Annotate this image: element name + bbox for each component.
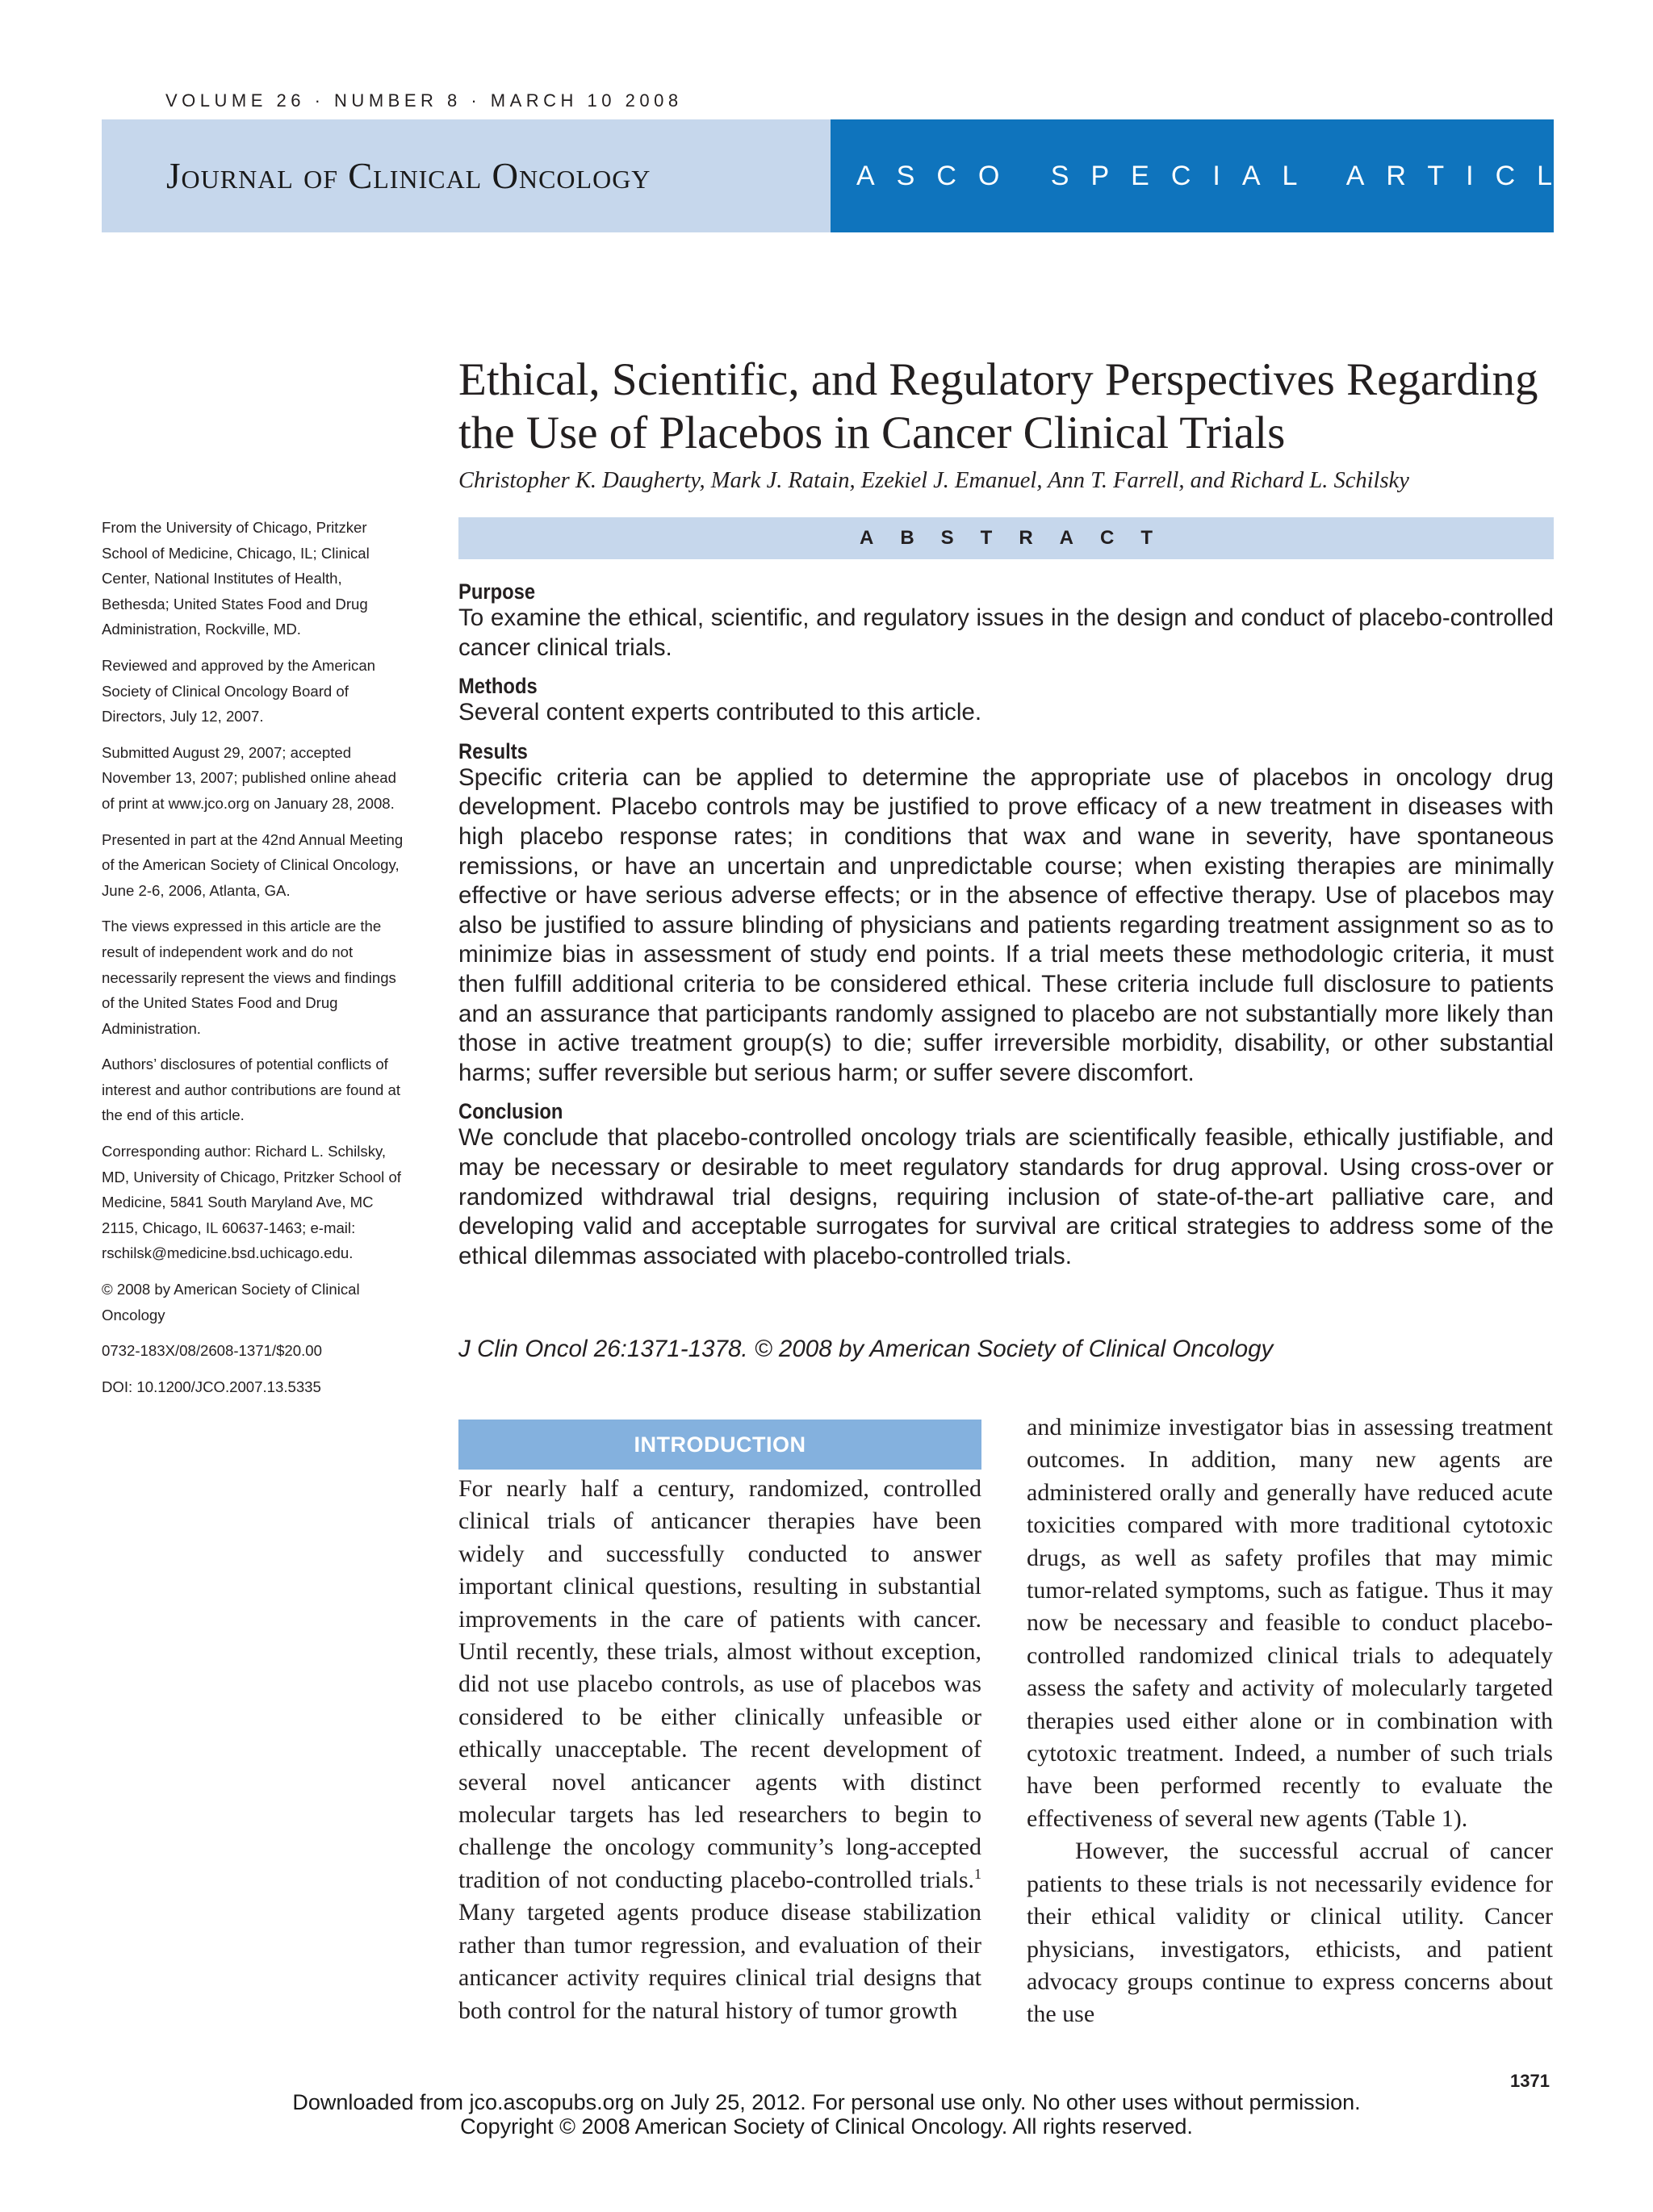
author-list: Christopher K. Daugherty, Mark J. Ratain, Ezekiel J. Emanuel, Ann T. Farrell, and Richard L. Schilsky xyxy=(458,468,1409,493)
doi-note: DOI: 10.1200/JCO.2007.13.5335 xyxy=(102,1378,321,1395)
journal-title: Journal of Clinical Oncology xyxy=(166,156,651,196)
article-title: Ethical, Scientific, and Regulatory Perspectives Regarding the Use of Placebos in Cancer Clinical Trials xyxy=(458,354,1538,458)
issue-line: VOLUME 26 · NUMBER 8 · MARCH 10 2008 xyxy=(165,90,683,111)
download-notice xyxy=(0,2090,1653,2139)
review-note: Reviewed and approved by the American Society of Clinical Oncology Board of Directors, July 12, 2007. xyxy=(102,656,376,725)
body-column-left xyxy=(458,1473,981,2027)
introduction-heading: INTRODUCTION xyxy=(634,1432,806,1457)
body-column-right xyxy=(1027,1411,1553,2031)
reference-marker[interactable]: 1 xyxy=(974,1865,981,1882)
article-info-sidebar xyxy=(102,515,412,1410)
journal-banner xyxy=(102,119,831,232)
download-line: Downloaded from jco.ascopubs.org on July 25, 2012. For personal use only. No other uses without permission. xyxy=(292,2090,1361,2114)
conclusion-heading: Conclusion xyxy=(458,1099,563,1124)
introduction-header-bar xyxy=(458,1420,981,1470)
journal-citation: J Clin Oncol 26:1371-1378. © 2008 by American Society of Clinical Oncology xyxy=(458,1336,1274,1362)
copyright-line: Copyright © 2008 American Society of Clinical Oncology. All rights reserved. xyxy=(460,2114,1193,2139)
methods-heading: Methods xyxy=(458,674,538,699)
results-text: Specific criteria can be applied to determine the appropriate use of placebos in oncology drug development. Placebo controls may be justified to prove efficacy of a new treatment in diseases with high placebo response rates; in conditions that wax and wane in severity, have spontaneous remissions, or have an uncertain and unpredictable course; when existing therapies are minimally effective or have serious adverse effects; or in the absence of effective therapy. Use of placebos may also be justified to assure blinding of physicians and patients regarding treatment assignment so as to minimize bias in assessment of study end points. If a trial meets these methodologic criteria, it must then fulfill additional criteria to be considered ethical. These criteria include full disclosure to patients and an assurance that participants randomly assigned to placebo are not substantially more likely than those in active treatment group(s) to die; suffer irreversible morbidity, disability, or other substantial harms; suffer reversible but serious harm; or suffer severe discomfort. xyxy=(458,763,1554,1086)
intro-text-part1: For nearly half a century, randomized, controlled clinical trials of anticancer therapies have been widely and successfully conducted to answer important clinical questions, resulting in substantial improvements in the care of patients with cancer. Until recently, these trials, almost without exception, did not use placebo controls, as use of placebos was considered to be either clinically unfeasible or ethically unacceptable. The recent development of several novel anticancer agents with distinct molecular targets has led researchers to begin to challenge the oncology community’s long-accepted tradition of not conducting placebo-controlled trials. xyxy=(458,1475,981,1893)
intro-text-part2: Many targeted agents produce disease stabilization rather than tumor regression, and evaluation of their anticancer activity requires clinical trial designs that both control for the natural history of tumor growth xyxy=(458,1899,981,2024)
abstract-header-bar xyxy=(458,517,1554,559)
copyright-note: © 2008 by American Society of Clinical Oncology xyxy=(102,1281,360,1323)
body-paragraph-continued: and minimize investigator bias in assessing treatment outcomes. In addition, many new agents are administered orally and generally have reduced acute toxicities compared with more traditional cytotoxic drugs, as well as safety profiles that may mimic tumor-related symptoms, such as fatigue. Thus it may now be necessary and feasible to conduct placebo-controlled randomized clinical trials to adequately assess the safety and activity of molecularly targeted therapies used either alone or in combination with cytotoxic treatment. Indeed, a number of such trials have been performed recently to evaluate the effectiveness of several new agents (Table 1). xyxy=(1027,1414,1553,1832)
issn-note: 0732-183X/08/2608-1371/$20.00 xyxy=(102,1342,322,1360)
results-heading: Results xyxy=(458,738,528,763)
section-label: ASCO SPECIAL ARTICLE xyxy=(856,160,1614,191)
disclaimer-note: The views expressed in this article are the result of independent work and do not necessarily represent the views and findings of the United States Food and Drug Administration. xyxy=(102,918,396,1037)
purpose-heading: Purpose xyxy=(458,579,536,604)
body-paragraph: However, the successful accrual of cancer patients to these trials is not necessarily evidence for their ethical validity or clinical utility. Cancer physicians, investigators, ethicists, and patient advocacy groups continue to express concerns about the use xyxy=(1027,1838,1553,2028)
corresponding-author: Corresponding author: Richard L. Schilsky, MD, University of Chicago, Pritzker School of Medicine, 5841 South Maryland Ave, MC 2115, Chicago, IL 60637-1463; e-mail: rschilsk@medicine.bsd.uchicago.edu. xyxy=(102,1143,401,1262)
submission-note: Submitted August 29, 2007; accepted November 13, 2007; published online ahead of print at www.jco.org on January 28, 2008. xyxy=(102,743,396,812)
abstract-label: ABSTRACT xyxy=(860,527,1179,549)
methods-text: Several content experts contributed to this article. xyxy=(458,699,982,726)
affiliation-note: From the University of Chicago, Pritzker School of Medicine, Chicago, IL; Clinical Center, National Institutes of Health, Bethesda; United States Food and Drug Administration, Rockville, MD. xyxy=(102,519,370,638)
intro-paragraph xyxy=(458,1473,981,2027)
abstract-body xyxy=(458,579,1554,1282)
section-banner xyxy=(831,119,1614,232)
page-number: 1371 xyxy=(1510,2071,1550,2091)
presentation-note: Presented in part at the 42nd Annual Meeting of the American Society of Clinical Oncology, June 2-6, 2006, Atlanta, GA. xyxy=(102,830,404,899)
purpose-text: To examine the ethical, scientific, and regulatory issues in the design and conduct of placebo-controlled cancer clinical trials. xyxy=(458,604,1554,661)
conclusion-text: We conclude that placebo-controlled oncology trials are scientifically feasible, ethically justifiable, and may be necessary or desirable to meet regulatory standards for drug approval. Using cross-over or randomized withdrawal trial designs, requiring inclusion of state-of-the-art palliative care, and developing valid and acceptable surrogates for survival are critical strategies to address some of the ethical dilemmas associated with placebo-controlled trials. xyxy=(458,1124,1554,1269)
disclosure-note: Authors’ disclosures of potential conflicts of interest and author contributions are found at the end of this article. xyxy=(102,1056,401,1124)
